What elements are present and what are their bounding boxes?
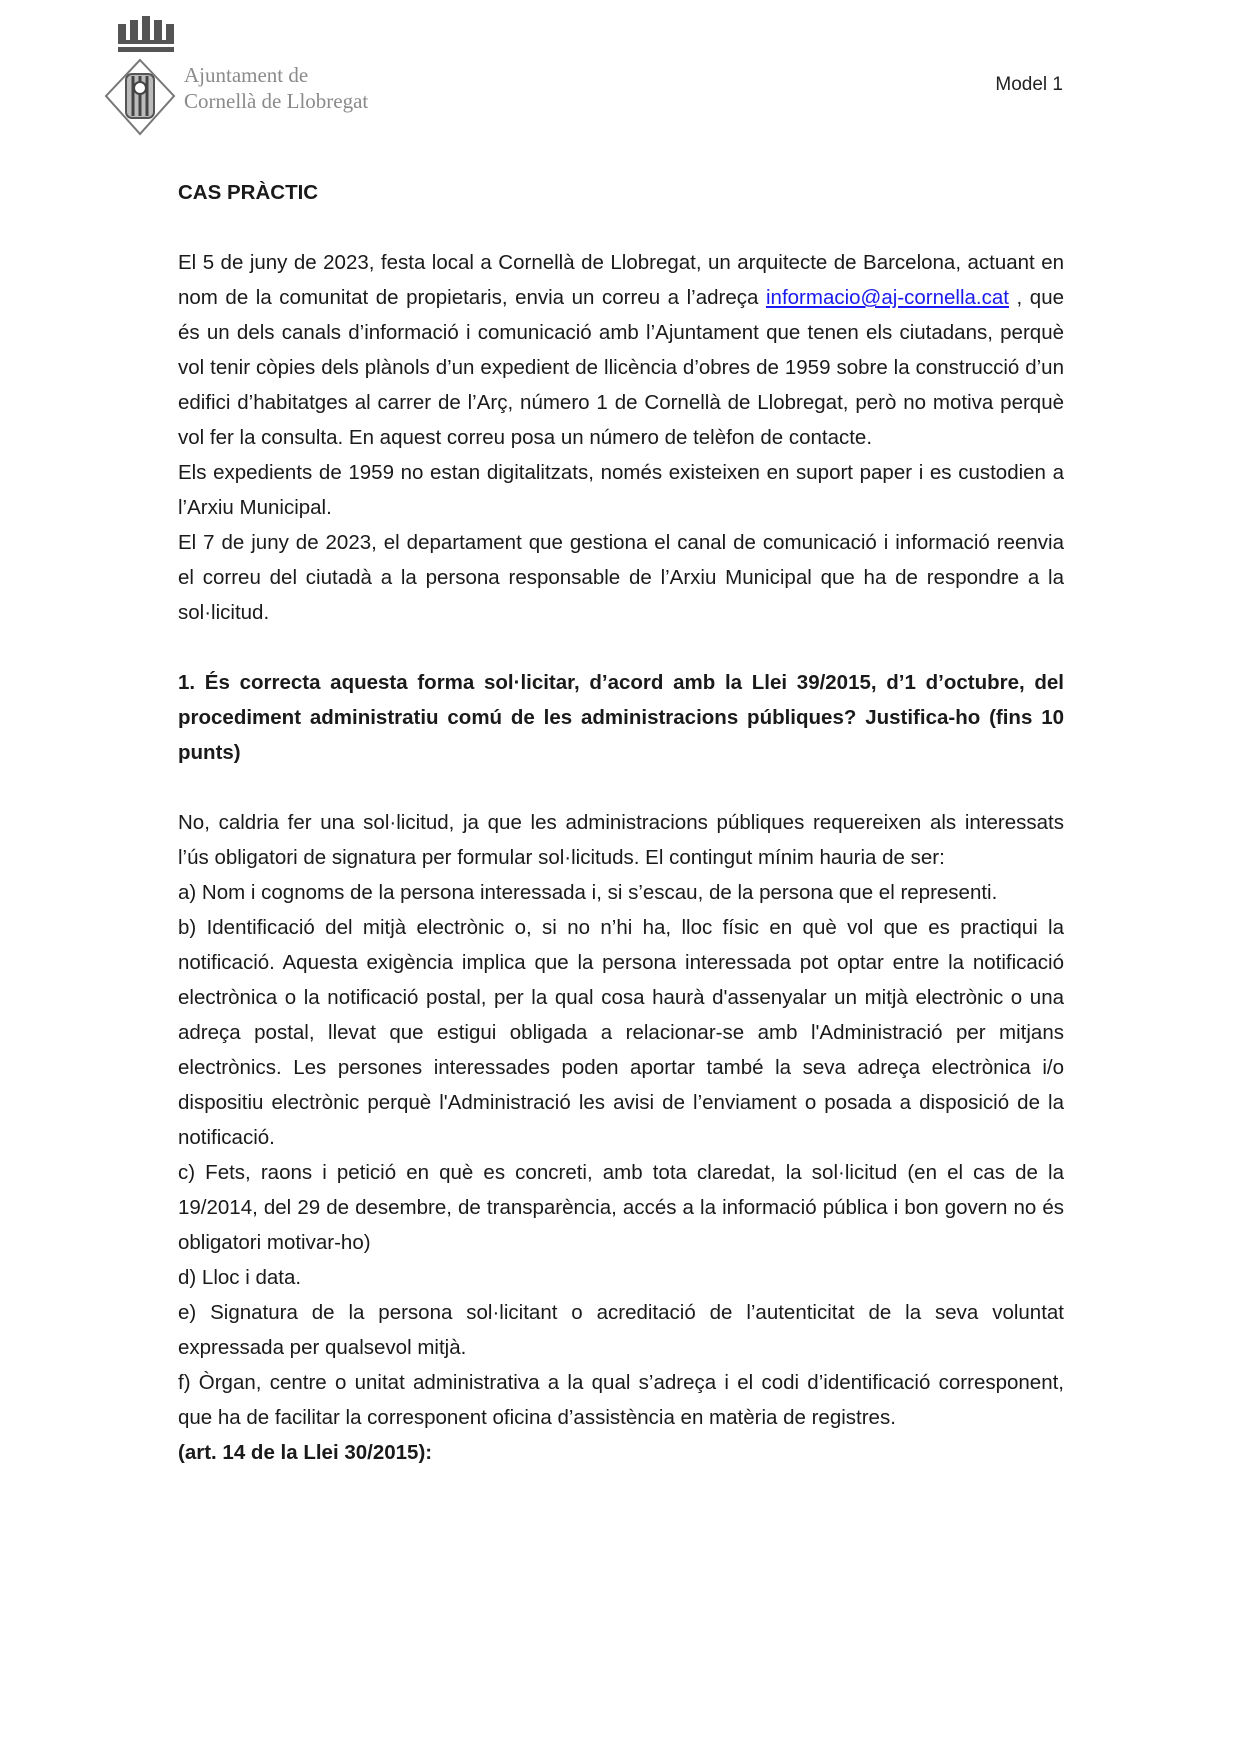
answer-item-a: a) Nom i cognoms de la persona interessada i, si s’escau, de la persona que el representi. (178, 881, 998, 904)
municipal-logo (104, 14, 404, 136)
logo-text (184, 62, 368, 114)
case-paragraph-2: Els expedients de 1959 no estan digitalitzats, només existeixen en suport paper i es custodien a l’Arxiu Municipal. (178, 461, 1064, 519)
answer-item-d: d) Lloc i data. (178, 1266, 302, 1289)
case-text-before-email: El 5 de juny de 2023, festa local a Cornellà de Llobregat, un arquitecte de Barcelona, actuant en nom de la comunitat de propietaris, envia un correu a l’adreça (178, 251, 1064, 309)
email-link[interactable]: informacio@aj-cornella.cat (765, 286, 1009, 309)
case-paragraph-1 (178, 245, 1064, 455)
logo-line-1: Ajuntament de (184, 63, 309, 87)
document-title: CAS PRÀCTIC (178, 181, 319, 204)
question-1: 1. És correcta aquesta forma sol·licitar, d’acord amb la Llei 39/2015, d’1 d’octubre, del procediment administratiu comú de les administracions públiques? Justifica-ho (fins 10 punts) (178, 671, 1064, 764)
document-body (178, 175, 1064, 1470)
shield-icon (104, 58, 176, 136)
crown-icon (114, 14, 178, 54)
answer-item-f: f) Òrgan, centre o unitat administrativa a la qual s’adreça i el codi d’identificació corresponent, que ha de facilitar la corresponent oficina d’assistència en matèria de registres. (178, 1371, 1064, 1429)
answer-item-c: c) Fets, raons i petició en què es concreti, amb tota claredat, la sol·licitud (en el cas de la 19/2014, del 29 de desembre, de transparència, accés a la informació pública i bon govern no és obligatori motivar-ho) (178, 1161, 1064, 1254)
answer-item-b: b) Identificació del mitjà electrònic o, si no n’hi ha, lloc físic en què vol que es practiqui la notificació. Aquesta exigència implica que la persona interessada pot optar entre la notificació electrònica o la notificació postal, per la qual cosa haurà d'assenyalar un mitjà electrònic o una adreça postal, llevat que estigui obligada a relacionar-se amb l'Administració per mitjans electrònics. Les persones interessades poden aportar també la seva adreça electrònica i/o dispositiu electrònic perquè l'Administració les avisi de l’enviament o posada a disposició de la notificació. (178, 916, 1064, 1149)
case-text-after-email: , que és un dels canals d’informació i comunicació amb l’Ajuntament que tenen els ciutadans, perquè vol tenir còpies dels plànols d’un expedient de llicència d’obres de 1959 sobre la construcció d’un edifici d’habitatges al carrer de l’Arç, número 1 de Cornellà de Llobregat, però no motiva perquè vol fer la consulta. En aquest correu posa un número de telèfon de contacte. (178, 286, 1065, 449)
case-paragraph-3: El 7 de juny de 2023, el departament que gestiona el canal de comunicació i informació reenvia el correu del ciutadà a la persona responsable de l’Arxiu Municipal que ha de respondre a la sol·licitud. (178, 531, 1064, 624)
answer-item-e: e) Signatura de la persona sol·licitant o acreditació de l’autenticitat de la seva voluntat expressada per qualsevol mitjà. (178, 1301, 1064, 1359)
legal-reference: (art. 14 de la Llei 30/2015): (178, 1441, 433, 1464)
model-label: Model 1 (995, 74, 1063, 95)
answer-intro: No, caldria fer una sol·licitud, ja que les administracions públiques requereixen als interessats l’ús obligatori de signatura per formular sol·licituds. El contingut mínim hauria de ser: (178, 811, 1064, 869)
logo-line-2: Cornellà de Llobregat (184, 89, 369, 113)
